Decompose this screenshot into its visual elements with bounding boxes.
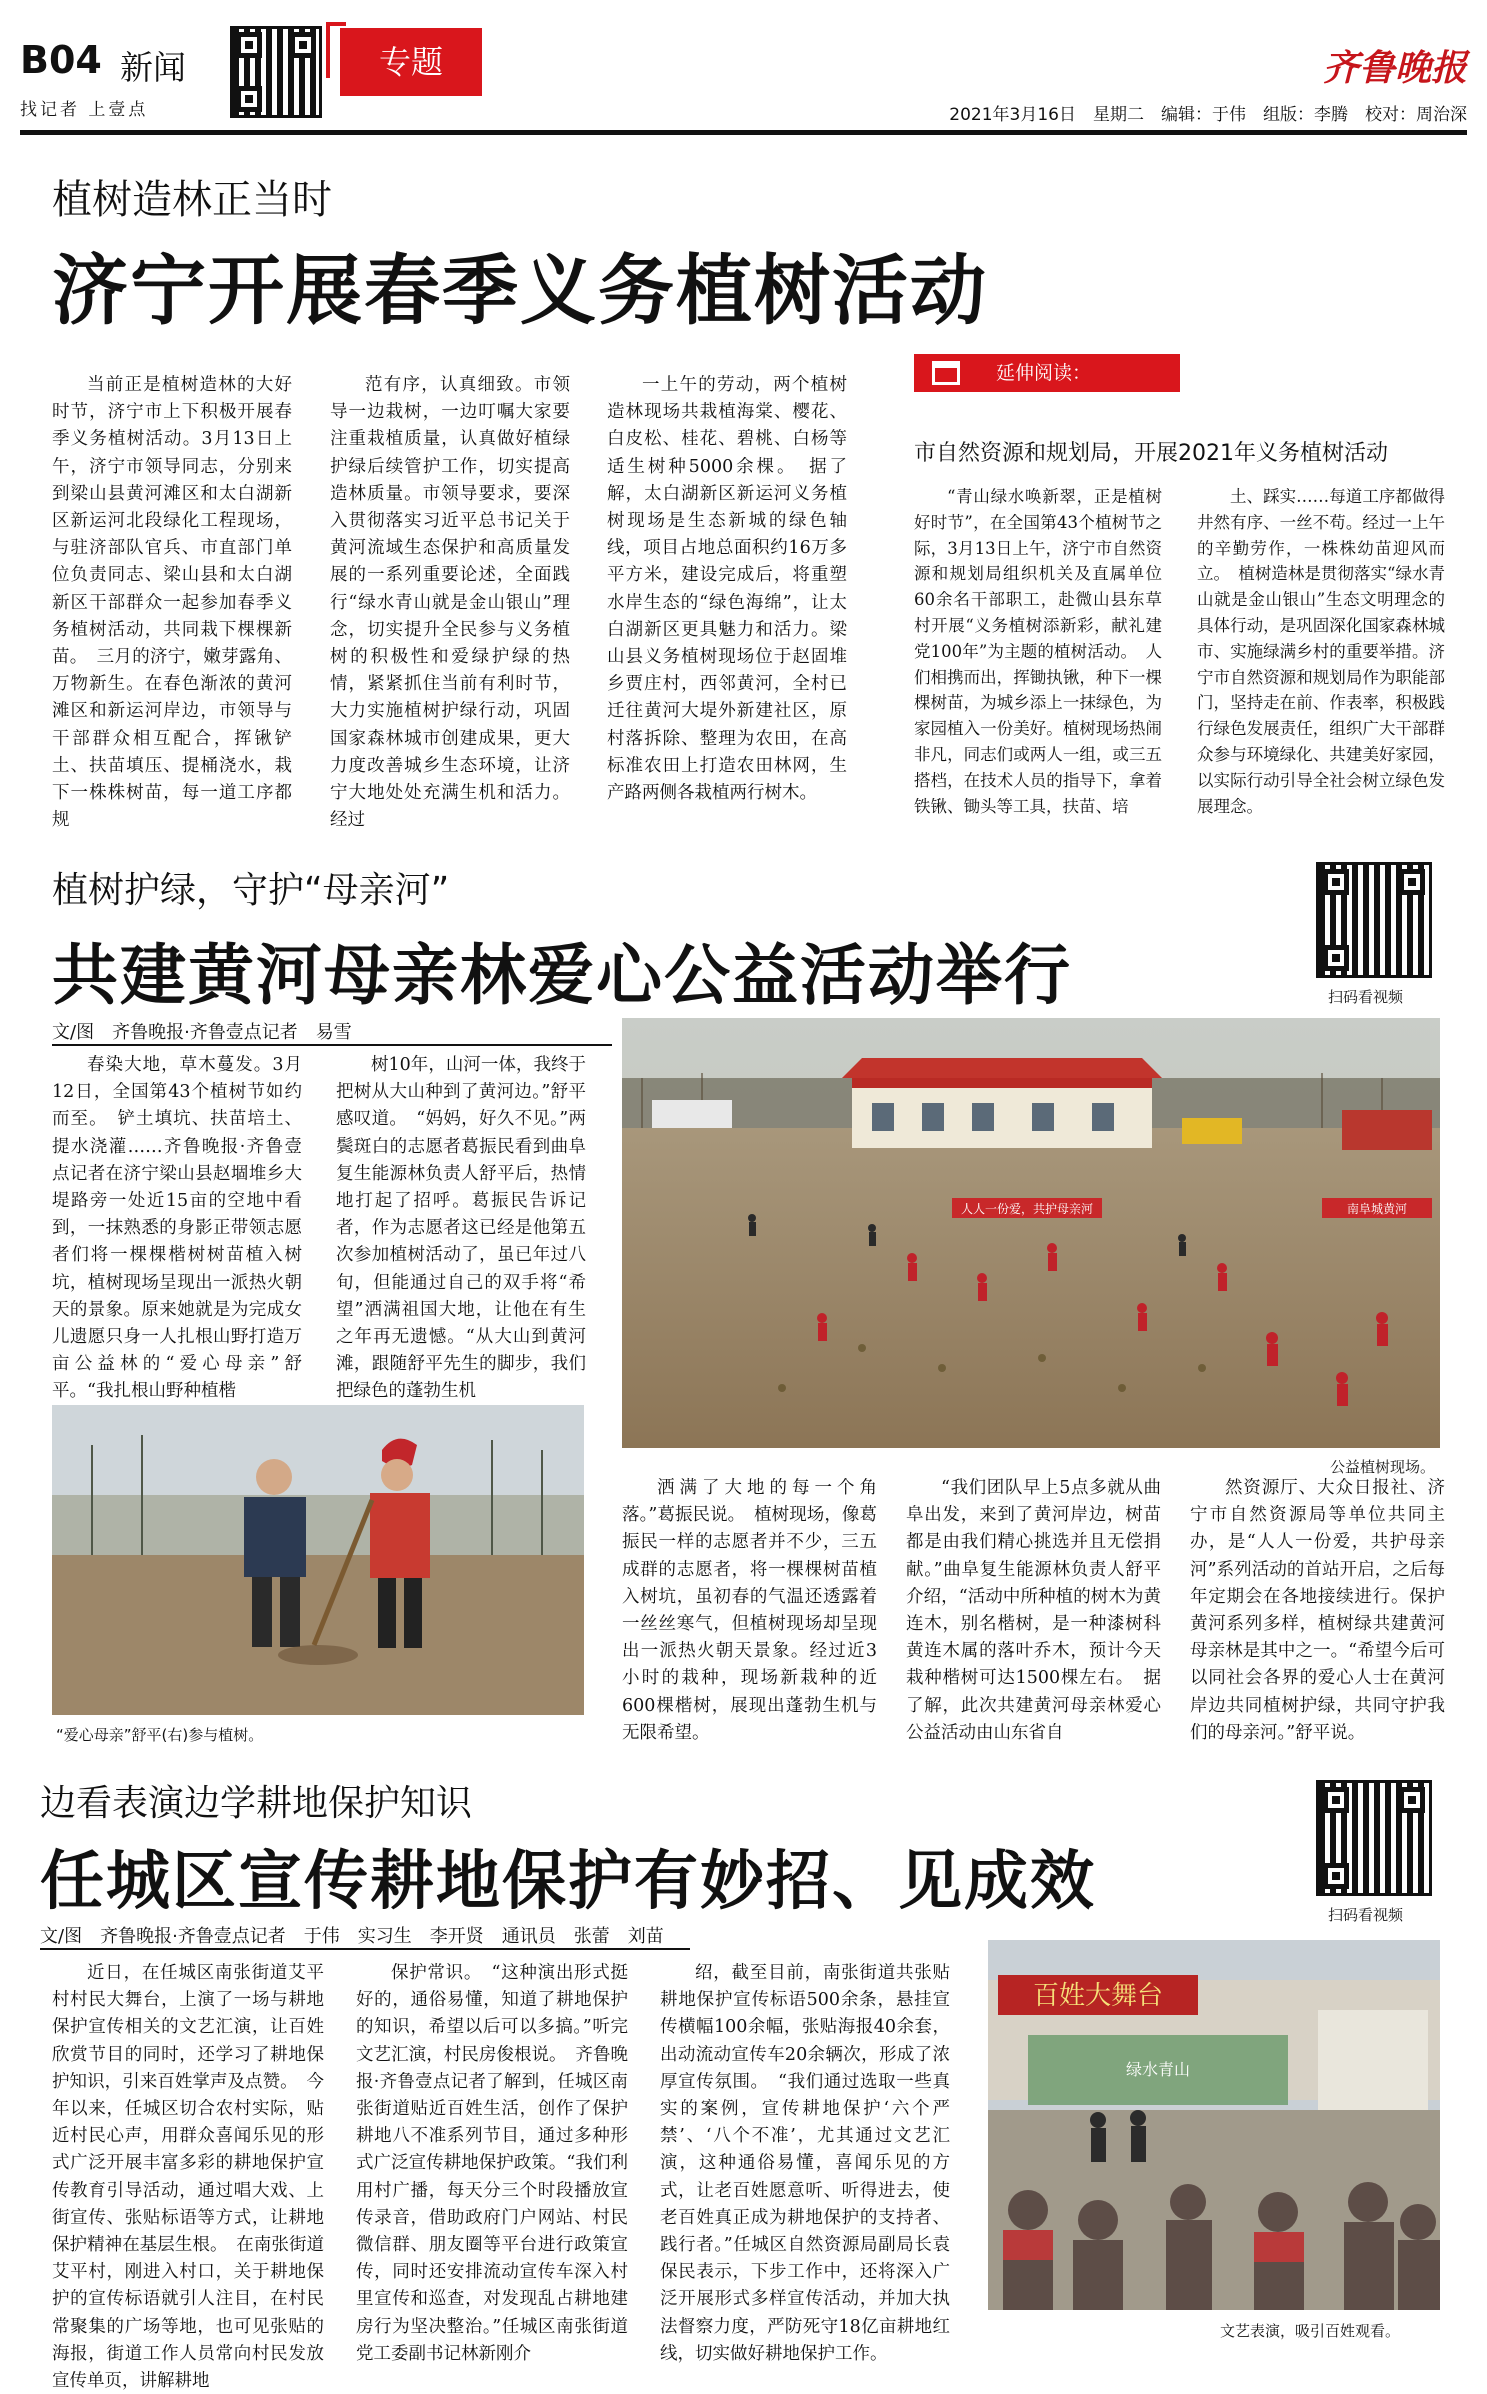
stage-sign-text: 百姓大舞台 bbox=[1032, 1981, 1164, 2011]
article2-byline: 文/图 齐鲁晚报·齐鲁壹点记者 易雪 bbox=[52, 1022, 352, 1043]
masthead-qr-code[interactable] bbox=[230, 26, 322, 118]
article1-headline: 济宁开展春季义务植树活动 bbox=[52, 246, 988, 335]
article3-qr-caption: 扫码看视频 bbox=[1328, 1906, 1404, 1924]
photo1-banner-text: 人人一份爱，共护母亲河 bbox=[960, 1202, 1094, 1216]
article3-kicker: 边看表演边学耕地保护知识 bbox=[40, 1783, 473, 1824]
side-column-1: “青山绿水唤新翠，正是植树好时节”，在全国第43个植树节之际，3月13日上午，济宁市自然资源和规划局组织机关及直属单位60余名干部职工，赴微山县东草村开展“义务植树添新彩，献礼建党100年”为主题的植树活动。 人们相携而出，挥锄执锹，种下一棵棵树苗，为城乡添上一抹绿色，为家园植入一份美好。植树现场热闹非凡，同志们或两人一组，或三五搭档，在技术人员的指导下，拿着铁锹、锄头等工具，扶苗、培 bbox=[914, 487, 1162, 816]
page-number: B04 bbox=[20, 38, 102, 82]
article2-column-1: 春染大地，草木蔓发。3月12日，全国第43个植树节如约而至。 铲土填坑、扶苗培土、提水浇灌……齐鲁晚报·齐鲁壹点记者在济宁梁山县赵堌堆乡大堤路旁一处近15亩的空地中看到，一抹熟悉的身影正带领志愿者们将一棵棵楷树树苗植入树坑，植树现场呈现出一派热火朝天的景象。原来她就是为完成女儿遗愿只身一人扎根山野打造万亩公益林的“爱心母亲”舒平。“我扎根山野种植楷 bbox=[52, 1055, 302, 1402]
side-tag-window-icon bbox=[932, 361, 960, 385]
stage-mural-text: 绿水青山 bbox=[1125, 2060, 1191, 2079]
article1-column-3: 一上午的劳动，两个植树造林现场共栽植海棠、樱花、白皮松、桂花、碧桃、白杨等适生树种5000余棵。 据了解，太白湖新区新运河义务植树现场是生态新城的绿色轴线，项目占地总面积约16万多平方米，建设完成后，将重塑水岸生态的“绿色海绵”，让太白湖新区更具魅力和活力。梁山县义务植树现场位于赵固堆乡贾庄村，西邻黄河，全村已迁往黄河大堤外新建社区，原村落拆除、整理为农田，在高标准农田上打造农田林网，生产路两侧各栽植两行树木。 bbox=[607, 375, 847, 804]
topic-tag: 专题 bbox=[340, 28, 482, 96]
article3-column-2: 保护常识。 “这种演出形式挺好的，通俗易懂，知道了耕地保护的知识，希望以后可以多搞。”听完文艺汇演，村民房俊根说。 齐鲁晚报·齐鲁壹点记者了解到，任城区南张街道贴近百姓生活，创作了保护耕地八不准系列节目，通过多种形式广泛宣传耕地保护政策。“我们利用村广播，每天分三个时段播放宣传录音，借助政府门户网站、村民微信群、朋友圈等平台进行政策宣传，同时还安排流动宣传车深入村里宣传和巡查，对发现乱占耕地建房行为坚决整治。”任城区南张街道党工委副书记林新刚介 bbox=[356, 1963, 628, 2364]
article2-column-2: 树10年，山河一体，我终于把树从大山种到了黄河边。”舒平感叹道。 “妈妈，好久不见。”两鬓斑白的志愿者葛振民看到曲阜复生能源林负责人舒平后，热情地打起了招呼。葛振民告诉记者，作为志愿者这已经是他第五次参加植树活动了，虽已年过八旬，但能通过自己的双手将“希望”洒满祖国大地，让他在有生之年再无遗憾。“从大山到黄河滩，跟随舒平先生的脚步，我们把绿色的蓬勃生机 bbox=[336, 1055, 586, 1402]
article2-qr-code[interactable] bbox=[1316, 862, 1432, 978]
article2-photo-shuping bbox=[52, 1405, 584, 1715]
article3-byline: 文/图 齐鲁晚报·齐鲁壹点记者 于伟 实习生 李开贤 通讯员 张蕾 刘苗 bbox=[40, 1926, 664, 1947]
article3-qr-code[interactable] bbox=[1316, 1780, 1432, 1896]
article2-photo1-caption: 公益植树现场。 bbox=[1330, 1458, 1436, 1476]
article3-photo-performance bbox=[988, 1940, 1440, 2310]
article2-byline-rule bbox=[52, 1044, 612, 1046]
article2-column-4: “我们团队早上5点多就从曲阜出发，来到了黄河岸边，树苗都是由我们精心挑选并且无偿捐献。”曲阜复生能源林负责人舒平介绍，“活动中所种植的树木为黄连木，别名楷树，是一种漆树科黄连木属的落叶乔木，预计今天栽种楷树可达1500棵左右。 据了解，此次共建黄河母亲林爱心公益活动由山东省自 bbox=[906, 1478, 1161, 1743]
newspaper-logo: 齐鲁晚报 bbox=[1322, 47, 1467, 89]
article2-column-5: 然资源厅、大众日报社、济宁市自然资源局等单位共同主办，是“人人一份爱，共护母亲河”系列活动的首站开启，之后每年定期会在各地接续进行。保护黄河系列多样，植树绿共建黄河母亲林是其中之一。“希望今后可以同社会各界的爱心人士在黄河岸边共同植树护绿，共同守护我们的母亲河。”舒平说。 bbox=[1190, 1478, 1445, 1743]
article1-column-1: 当前正是植树造林的大好时节，济宁市上下积极开展春季义务植树活动。3月13日上午，济宁市领导同志，分别来到梁山县黄河滩区和太白湖新区新运河北段绿化工程现场，与驻济部队官兵、市直部门单位负责同志、梁山县和太白湖新区干部群众一起参加春季义务植树活动，共同栽下棵棵新苗。 三月的济宁，嫩芽露角、万物新生。在春色渐浓的黄河滩区和新运河岸边，市领导与干部群众相互配合，挥锹铲土、扶苗填压、提桶浇水，栽下一株株树苗，每一道工序都规 bbox=[52, 375, 292, 831]
masthead-rule bbox=[20, 130, 1467, 135]
side-tag-label: 延伸阅读： bbox=[996, 354, 1176, 392]
article3-byline-rule bbox=[40, 1948, 690, 1950]
article3-headline: 任城区宣传耕地保护有妙招、见成效 bbox=[40, 1845, 1096, 1919]
article2-qr-caption: 扫码看视频 bbox=[1328, 988, 1404, 1006]
masthead-slogan: 找记者 上壹点 bbox=[20, 100, 149, 120]
article2-headline: 共建黄河母亲林爱心公益活动举行 bbox=[52, 937, 1072, 1014]
article2-photo-planting-site bbox=[622, 1018, 1440, 1448]
photo1-banner2-text: 南阜城黄河 bbox=[1346, 1202, 1408, 1216]
side-article-title: 市自然资源和规划局，开展2021年义务植树活动 bbox=[914, 441, 1388, 466]
section-name: 新闻 bbox=[120, 48, 186, 87]
article2-column-3: 洒满了大地的每一个角落。”葛振民说。 植树现场，像葛振民一样的志愿者并不少，三五成群的志愿者，将一棵棵树苗植入树坑，虽初春的气温还透露着一丝丝寒气，但植树现场却呈现出一派热火朝天景象。经过近3小时的栽种，现场新栽种的近600棵楷树，展现出蓬勃生机与无限希望。 bbox=[622, 1478, 877, 1743]
article3-column-1: 近日，在任城区南张街道艾平村村民大舞台，上演了一场与耕地保护宣传相关的文艺汇演，让百姓欣赏节目的同时，还学习了耕地保护知识，引来百姓掌声及点赞。 今年以来，任城区切合农村实际，贴近村民心声，用群众喜闻乐见的形式广泛开展丰富多彩的耕地保护宣传教育引导活动，通过唱大戏、上街宣传、张贴标语等方式，让耕地保护精神在基层生根。 在南张街道艾平村，刚进入村口，关于耕地保护的宣传标语就引人注目，在村民常聚集的广场等地，也可见张贴的海报，街道工作人员常向村民发放宣传单页，讲解耕地 bbox=[52, 1963, 324, 2392]
side-column-2: 土、踩实……每道工序都做得井然有序、一丝不苟。经过一上午的辛勤劳作，一株株幼苗迎风而立。 植树造林是贯彻落实“绿水青山就是金山银山”生态文明理念的具体行动，是巩固深化国家森林城市、实施绿满乡村的重要举措。济宁市自然资源和规划局作为职能部门，坚持走在前、作表率，积极践行绿色发展责任，组织广大干部群众参与环境绿化、共建美好家园，以实际行动引导全社会树立绿色发展理念。 bbox=[1197, 487, 1445, 816]
article1-kicker: 植树造林正当时 bbox=[52, 177, 332, 223]
article1-column-2: 范有序，认真细致。市领导一边栽树，一边叮嘱大家要注重栽植质量，认真做好植绿护绿后续管护工作，切实提高造林质量。市领导要求，要深入贯彻落实习近平总书记关于黄河流域生态保护和高质量发展的一系列重要论述，全面践行“绿水青山就是金山银山”理念，切实提升全民参与义务植树的积极性和爱绿护绿的热情，紧紧抓住当前有利时节，大力实施植树护绿行动，巩固国家森林城市创建成果，更大力度改善城乡生态环境，让济宁大地处处充满生机和活力。经过 bbox=[330, 375, 570, 831]
dateline: 2021年3月16日 星期二 编辑：于伟 组版：李腾 校对：周治深 bbox=[949, 105, 1467, 125]
article3-photo-caption: 文艺表演，吸引百姓观看。 bbox=[1220, 2322, 1401, 2340]
article2-photo2-caption: “爱心母亲”舒平(右)参与植树。 bbox=[56, 1726, 264, 1744]
article3-column-3: 绍，截至目前，南张街道共张贴耕地保护宣传标语500余条，悬挂宣传横幅100余幅，张贴海报40余套，出动流动宣传车20余辆次，形成了浓厚宣传氛围。 “我们通过选取一些真实的案例，宣传耕地保护‘六个严禁’、‘八个不准’，尤其通过文艺汇演，这种通俗易懂，喜闻乐见的方式，让老百姓愿意听、听得进去，使老百姓真正成为耕地保护的支持者、践行者。”任城区自然资源局副局长袁保民表示，下步工作中，还将深入广泛开展形式多样宣传活动，并加大执法督察力度，严防死守18亿亩耕地红线，切实做好耕地保护工作。 bbox=[660, 1963, 950, 2364]
article2-kicker: 植树护绿，守护“母亲河” bbox=[52, 870, 450, 911]
